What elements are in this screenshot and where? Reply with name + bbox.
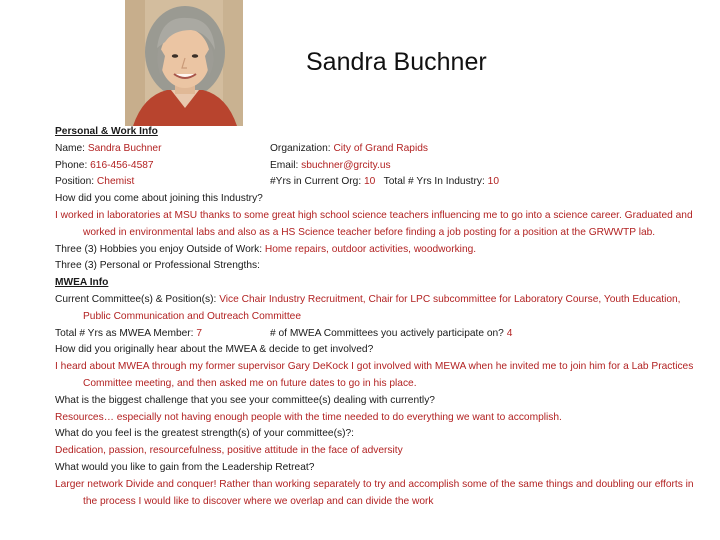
question-hear: How did you originally hear about the MWEA & decide to get involved? xyxy=(55,344,374,356)
yrs-current-label: #Yrs in Current Org: xyxy=(270,176,362,188)
question-gain: What would you like to gain from the Leadership Retreat? xyxy=(55,461,315,473)
member-years-line xyxy=(55,326,710,343)
answer-hear: I heard about MWEA through my former supervisor Gary DeKock I got involved with MEWA when he invited me to join him for a Lab Practices Committee meeting, and then asked me on future dates to go in his place. xyxy=(55,361,694,389)
committees-line xyxy=(55,292,710,326)
num-committees-value: 4 xyxy=(506,327,513,339)
yrs-current-value: 10 xyxy=(364,176,376,188)
phone-email-line xyxy=(55,158,710,175)
q-strength-line xyxy=(55,426,710,443)
q-join-line xyxy=(55,191,710,208)
yrs-total-value: 10 xyxy=(487,176,500,188)
answer-challenge: Resources… especially not having enough people with the time needed to do everything we want to accomplish. xyxy=(55,411,562,423)
committees-value: Vice Chair Industry Recruitment, Chair for LPC subcommittee for Laboratory Course, Youth Education, Public Communication and Outreach Committee xyxy=(83,293,681,322)
num-committees-field xyxy=(270,326,512,343)
answer-gain: Larger network Divide and conquer! Rather than working separately to try and accomplish some of the same things and doubling our efforts in the process I would like to discover where we overlap and can divide the work xyxy=(55,478,694,507)
total-yrs-label: Total # Yrs as MWEA Member: xyxy=(55,327,194,339)
position-label: Position: xyxy=(55,176,95,188)
phone-label: Phone: xyxy=(55,159,88,171)
question-join: How did you come about joining this Industry? xyxy=(55,193,263,205)
total-yrs-value: 7 xyxy=(196,327,203,339)
name-label: Name: xyxy=(55,142,86,154)
position-years-line xyxy=(55,174,710,191)
email-field xyxy=(270,158,391,175)
personal-header-line xyxy=(55,124,710,141)
personal-section-header: Personal & Work Info xyxy=(55,126,158,137)
mwea-header-line xyxy=(55,275,710,292)
strengths-line xyxy=(55,258,710,275)
page-title: Sandra Buchner xyxy=(306,48,487,76)
yrs-total-label: Total # Yrs In Industry: xyxy=(383,176,485,188)
question-challenge: What is the biggest challenge that you see your committee(s) dealing with currently? xyxy=(55,394,435,406)
num-committees-label: # of MWEA Committees you actively participate on? xyxy=(270,327,504,339)
answer-strength: Dedication, passion, resourcefulness, positive attitude in the face of adversity xyxy=(55,445,403,457)
org-field xyxy=(270,141,428,158)
years-field xyxy=(270,174,499,191)
phone-value: 616-456-4587 xyxy=(90,159,154,171)
hobbies-label: Three (3) Hobbies you enjoy Outside of Work: xyxy=(55,243,263,255)
email-label: Email: xyxy=(270,159,299,171)
position-value: Chemist xyxy=(96,176,135,188)
email-value: sbuchner@grcity.us xyxy=(301,159,391,171)
name-value: Sandra Buchner xyxy=(87,142,162,154)
profile-content xyxy=(55,124,710,510)
question-strength: What do you feel is the greatest strength(s) of your committee(s)?: xyxy=(55,428,354,440)
mwea-section-header: MWEA Info xyxy=(55,277,109,289)
q-gain-line xyxy=(55,460,710,477)
org-value: City of Grand Rapids xyxy=(333,142,428,154)
org-label: Organization: xyxy=(270,142,331,154)
name-org-line xyxy=(55,141,710,158)
hobbies-line xyxy=(55,242,710,259)
committees-label: Current Committee(s) & Position(s): xyxy=(55,293,217,305)
q-challenge-line xyxy=(55,393,710,410)
answer-join: I worked in laboratories at MSU thanks to some great high school science teachers influencing me to go into a science career. Graduated and worked in environmental labs and also as a HS Science teacher before finding a job posting for a position at the GRWWTP lab. xyxy=(55,209,693,238)
portrait-photo xyxy=(125,0,243,126)
hobbies-value: Home repairs, outdoor activities, woodworking. xyxy=(264,243,477,255)
q-hear-line xyxy=(55,342,710,359)
strengths-label: Three (3) Personal or Professional Strengths: xyxy=(55,260,260,272)
